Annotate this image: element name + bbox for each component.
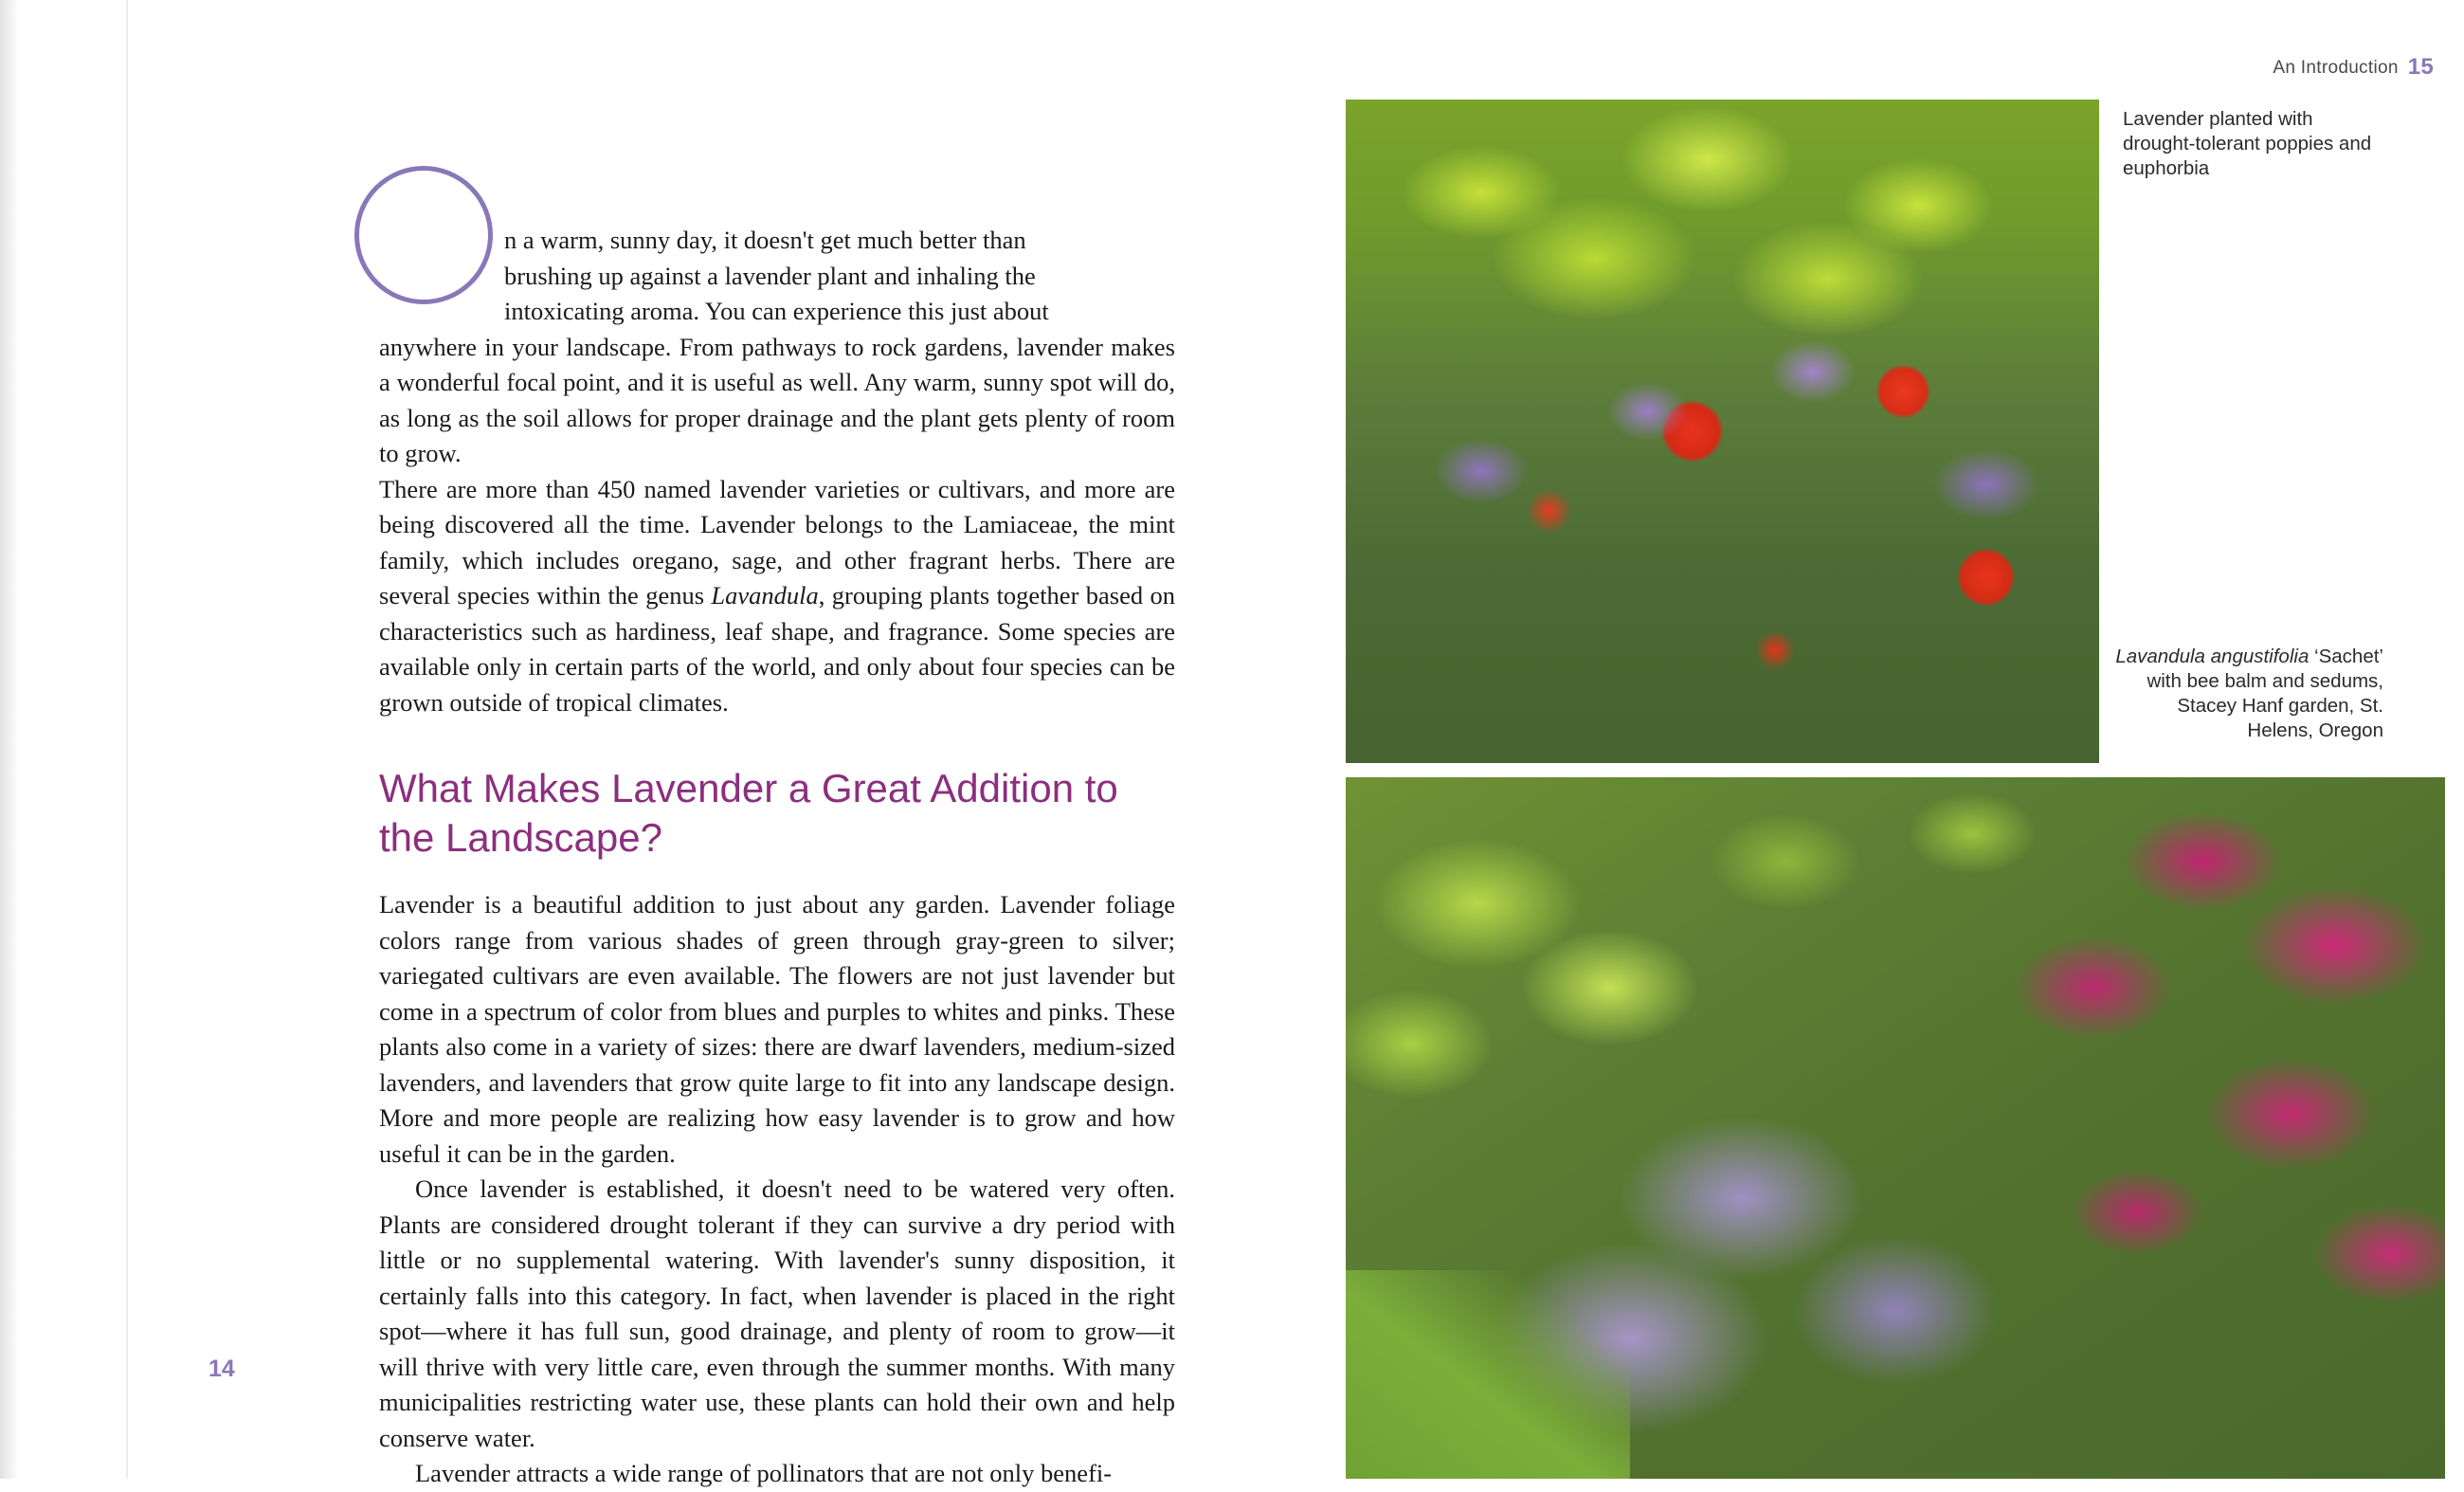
caption-bottom (2113, 645, 2383, 743)
caption-top: Lavender planted with drought-tolerant poppies and euphorbia (2123, 108, 2372, 179)
intro-first-lines (379, 223, 1175, 330)
paragraph-drought: Once lavender is established, it doesn't need to be watered very often. Plants are considered drought tolerant if they can survive a dry period with little or no supplemental watering. With lavender's sunny disposition, it certainly falls into this category. In fact, when lavender is placed in the right spot—where it has full sun, good drainage, and plenty of room to grow—it will thrive with very little care, even through the summer months. With many municipalities restricting water use, these plants can hold their own and help conserve water. (379, 1174, 1175, 1452)
caption-bottom-rest: ‘Sachet’ with bee balm and sedums, Stacey Hanf garden, St. Helens, Oregon (2147, 646, 2383, 741)
photo-lavender-bee-balm (1346, 777, 2445, 1479)
left-page-number: 14 (208, 1356, 235, 1382)
paragraph-pollinators: Lavender attracts a wide range of pollinators that are not only benefi- (415, 1459, 1113, 1487)
right-page-number: 15 (2407, 54, 2434, 80)
intro-paragraph-rest: anywhere in your landscape. From pathways to rock gardens, lavender makes a wonderful focal point, and it is useful as well. Any warm, sunny spot will do, as long as the soil allows for proper drainage and the plant gets plenty of room to grow. (379, 332, 1175, 467)
running-head (2273, 54, 2434, 81)
intro-paragraph-block (379, 223, 1175, 472)
intro-line-2: brushing up against a lavender plant and inhaling the (504, 261, 1036, 290)
right-page (1327, 0, 2464, 1479)
paragraph-foliage: Lavender is a beautiful addition to just about any garden. Lavender foliage colors range from various shades of green through gray-green to silver; variegated cultivars are even available. The flowers are not just lavender but come in a spectrum of color from blues and purples to whites and pinks. These plants also come in a variety of sizes: there are dwarf lavenders, medium-sized lavenders, and lavenders that grow quite large to fit into any landscape design. More and more people are realizing how easy lavender is to grow and how useful it can be in the garden. (379, 890, 1175, 1168)
drop-cap-circle-icon (354, 166, 493, 304)
paragraph-varieties: There are more than 450 named lavender varieties or cultivars, and more are being discovered all the time. Lavender belongs to the Lamiaceae, the mint family, which includes oregano, sage, and other fragrant herbs. There are several species within the genus Lavandula, grouping plants together based on characteristics such as hardiness, leaf shape, and fragrance. Some species are available only in certain parts of the world, and only about four species can be grown outside of tropical climates. (379, 474, 1175, 717)
running-head-label: An Introduction (2273, 58, 2399, 78)
photo-lavender-poppies-euphorbia (1346, 100, 2099, 763)
intro-line-1: n a warm, sunny day, it doesn't get much better than (504, 226, 1026, 254)
intro-line-3: intoxicating aroma. You can experience this just about (504, 297, 1049, 325)
caption-bottom-species: Lavandula angustifolia (2115, 646, 2310, 667)
section-heading: What Makes Lavender a Great Addition to the Landscape? (379, 766, 1118, 860)
left-page (128, 0, 1327, 1487)
left-text-column (379, 223, 1175, 1492)
page-gutter-shading (0, 0, 19, 1479)
